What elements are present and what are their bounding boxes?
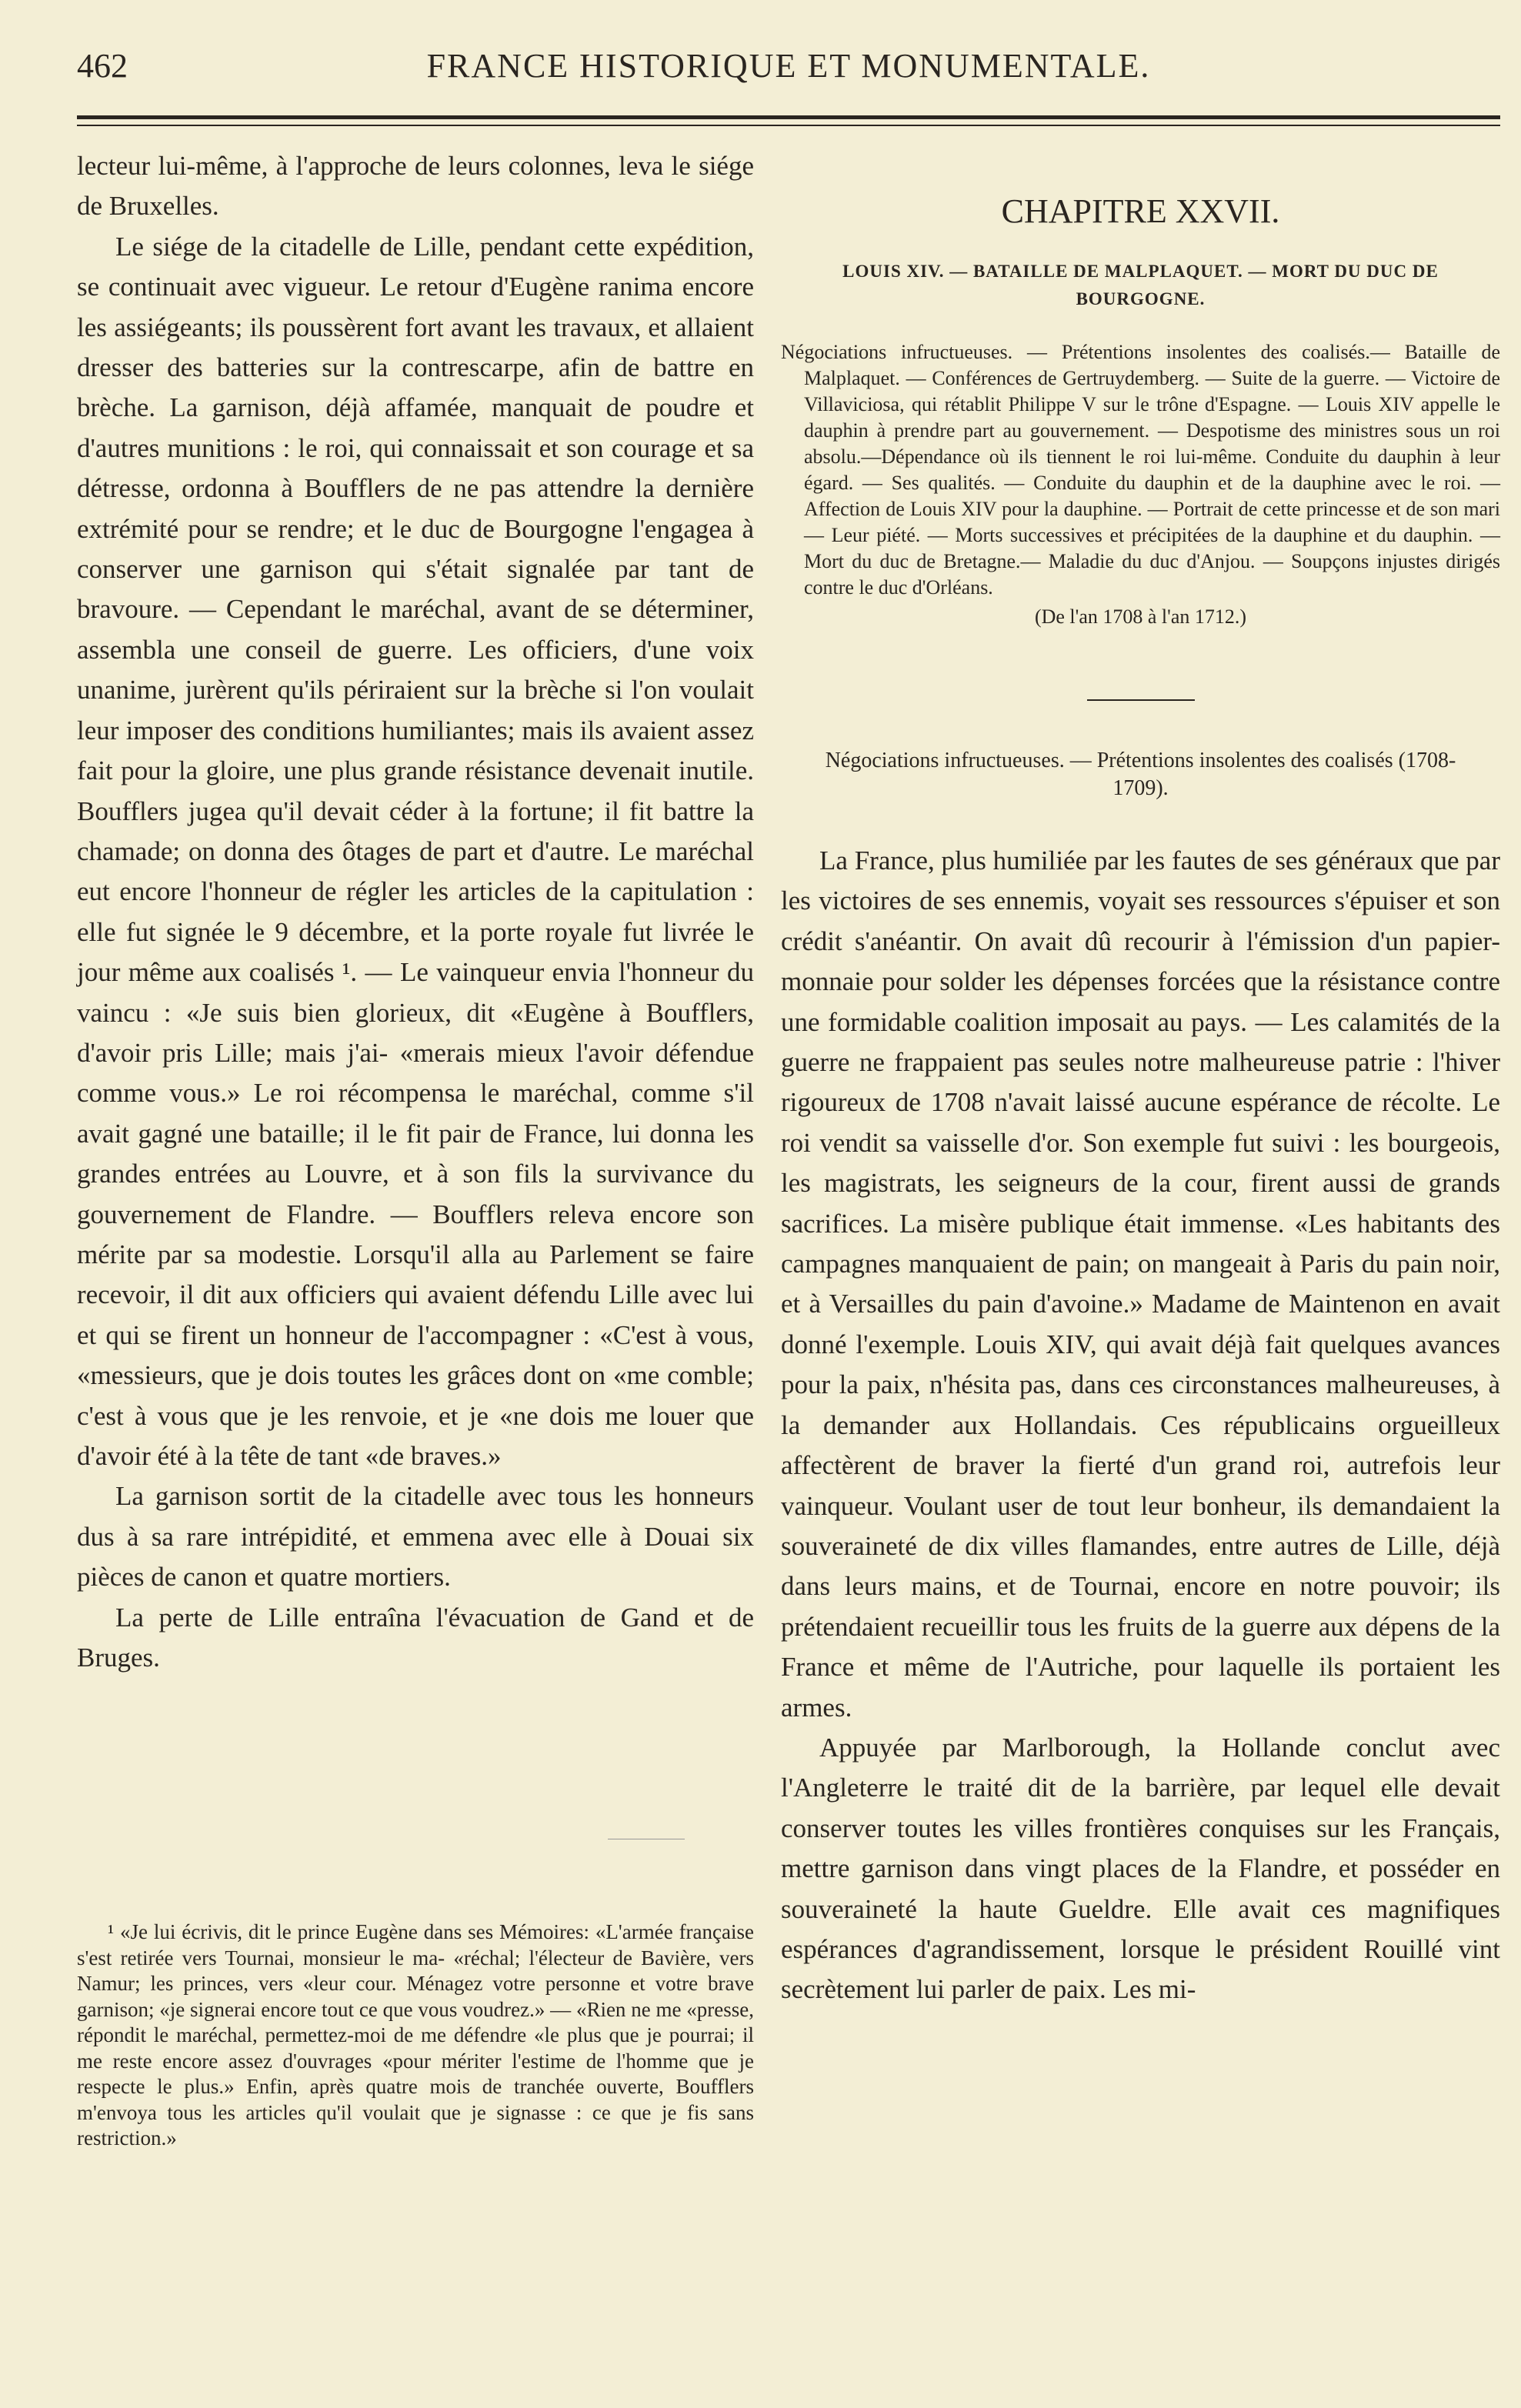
running-title: FRANCE HISTORIQUE ET MONUMENTALE. (426, 47, 1151, 85)
footnote (77, 1919, 754, 2152)
footnote-text: ¹ «Je lui écrivis, dit le prince Eugène dans ses Mémoires: «L'armée française s'est retirée vers Tournai, monsieur le ma- «réchal; l'électeur de Bavière, vers Namur; les princes, vers «leur cour. Ménagez votre personne et votre brave garnison; «je signerai encore tout ce que vous voudrez.» — «Rien ne me «presse, répondit le maréchal, permettez-moi de me défendre «le plus que je pourrai; il me reste encore assez d'ouvrages «pour mériter l'estime de l'homme que je respecte le plus.» Enfin, après quatre mois de tranchée ouverte, Boufflers m'envoya tous les articles qu'il voulait que je signasse : ce que je fis sans restriction.» (77, 1920, 754, 2150)
section-divider (1087, 699, 1195, 701)
header-rule-thin (77, 125, 1500, 126)
paragraph: lecteur lui-même, à l'approche de leurs colonnes, leva le siége de Bruxelles. (77, 151, 754, 222)
section-title: Négociations infructueuses. — Prétentions insolentes des coalisés (1708-1709). (825, 749, 1456, 800)
paragraph: Appuyée par Marlborough, la Hollande conclut avec l'Angleterre le traité dit de la barrière, par lequel elle devait conserver toutes les villes frontières conquises sur les Français, mettre garnison dans vingt places de la Flandre, et posséder en souveraineté la haute Gueldre. Elle avait ces magnifiques espérances d'agrandissement, lorsque le président Rouillé vint secrètement lui parler de paix. Les mi- (781, 1732, 1500, 2005)
chapter-dates: (De l'an 1708 à l'an 1712.) (1034, 605, 1247, 628)
paragraph: La perte de Lille entraîna l'évacuation de Gand et de Bruges. (77, 1602, 754, 1673)
paragraph: Le siége de la citadelle de Lille, pendant cette expédition, se continuait avec vigueur. Le retour d'Eugène ranima encore les assiégeants; ils poussèrent fort avant les travaux, et allaient dresser des batteries sur la contrescarpe, afin de battre en brèche. La garnison, déjà affamée, manquait de poudre et d'autres munitions : le roi, qui connaissait et son courage et sa détresse, ordonna à Boufflers de ne pas attendre la dernière extrémité pour se rendre; et le duc de Bourgogne l'engagea à conserver une garnison qui s'était signalée par tant de bravoure. — Cependant le maréchal, avant de se déterminer, assembla une conseil de guerre. Les officiers, d'une voix unanime, jurèrent qu'ils périraient sur la brèche si l'on voulait leur imposer des conditions humiliantes; mais ils avaient assez fait pour la gloire, une plus grande résistance devenait inutile. Boufflers jugea qu'il devait céder à la fortune; il fit battre la chamade; on donna des ôtages de part et d'autre. Le maréchal eut encore l'honneur de régler les articles de la capitulation : elle fut signée le 9 décembre, et la porte royale fut livrée le jour même aux coalisés ¹. — Le vainqueur envia l'honneur du vaincu : «Je suis bien glorieux, dit «Eugène à Boufflers, d'avoir pris Lille; mais j'ai- «merais mieux l'avoir défendue comme vous.» Le roi récompensa le maréchal, comme s'il avait gagné une bataille; il le fit pair de France, lui donna les grandes entrées au Louvre, et à son fils la survivance du gouvernement de Flandre. — Boufflers releva encore son mérite par sa modestie. Lorsqu'il alla au Parlement se faire recevoir, il dit aux officiers qui avaient défendu Lille avec lui et qui se firent un honneur de l'accompagner : «C'est à vous, «messieurs, que je dois toutes les grâces dont on «me comble; c'est à vous que je les renvoie, et je «ne dois me louer que d'avoir été à la tête de tant «de braves.» (77, 231, 754, 1471)
paragraph: La garnison sortit de la citadelle avec tous les honneurs dus à sa rare intrépidité, et emmena avec elle à Douai six pièces de canon et quatre mortiers. (77, 1481, 754, 1593)
page-number: 462 (77, 47, 128, 85)
chapter-title: CHAPITRE XXVII. (1001, 192, 1280, 230)
right-column (781, 146, 1500, 2010)
chapter-summary: Négociations infructueuses. — Prétentions insolentes des coalisés.— Bataille de Malplaquet. — Conférences de Gertruydemberg. — Suite de la guerre. — Victoire de Villaviciosa, qui rétablit Philippe V sur le trône d'Espagne. — Louis XIV appelle le dauphin à prendre part au gouvernement. — Despotisme des ministres sous un roi absolu.—Dépendance où ils tiennent le roi lui-même. Conduite du dauphin à leur égard. — Ses qualités. — Conduite du dauphin et de la dauphine avec le roi. — Affection de Louis XIV pour la dauphine. — Portrait de cette princesse et de son mari — Leur piété. — Morts successives et précipitées de la dauphine et du dauphin. — Mort du duc de Bretagne.— Maladie du duc d'Anjou. — Soupçons injustes dirigés contre le duc d'Orléans. (781, 341, 1500, 599)
chapter-subtitle: LOUIS XIV. — BATAILLE DE MALPLAQUET. — MORT DU DUC DE BOURGOGNE. (842, 262, 1439, 309)
header-rule (77, 115, 1500, 119)
running-header (77, 46, 1500, 92)
left-column (77, 146, 754, 1678)
paragraph: La France, plus humiliée par les fautes de ses généraux que par les victoires de ses ennemis, voyait ses ressources s'épuiser et son crédit s'anéantir. On avait dû recourir à l'émission d'un papier-monnaie pour solder les dépenses forcées que la résistance contre une formidable coalition imposait au pays. — Les calamités de la guerre ne frappaient pas seules notre malheureuse patrie : l'hiver rigoureux de 1708 n'avait laissé aucune espérance de récolte. Le roi vendit sa vaisselle d'or. Son exemple fut suivi : les bourgeois, les magistrats, les seigneurs de la cour, firent aussi de grands sacrifices. La misère publique était immense. «Les habitants des campagnes manquaient de pain; on mangeait à Paris du pain noir, et à Versailles du pain d'avoine.» Madame de Maintenon en avait donné l'exemple. Louis XIV, qui avait déjà fait quelques avances pour la paix, n'hésita pas, dans ces circonstances malheureuses, à la demander aux Hollandais. Ces républicains orgueilleux affectèrent de braver la fierté d'un grand roi, autrefois leur vainqueur. Voulant user de tout leur bonheur, ils demandaient la souveraineté de dix villes flamandes, entre autres de Lille, déjà dans leurs mains, et de Tournai, encore en notre pouvoir; ils prétendaient recueillir tous les fruits de la guerre aux dépens de la France et même de l'Autriche, pour laquelle ils portaient les armes. (781, 845, 1500, 1723)
